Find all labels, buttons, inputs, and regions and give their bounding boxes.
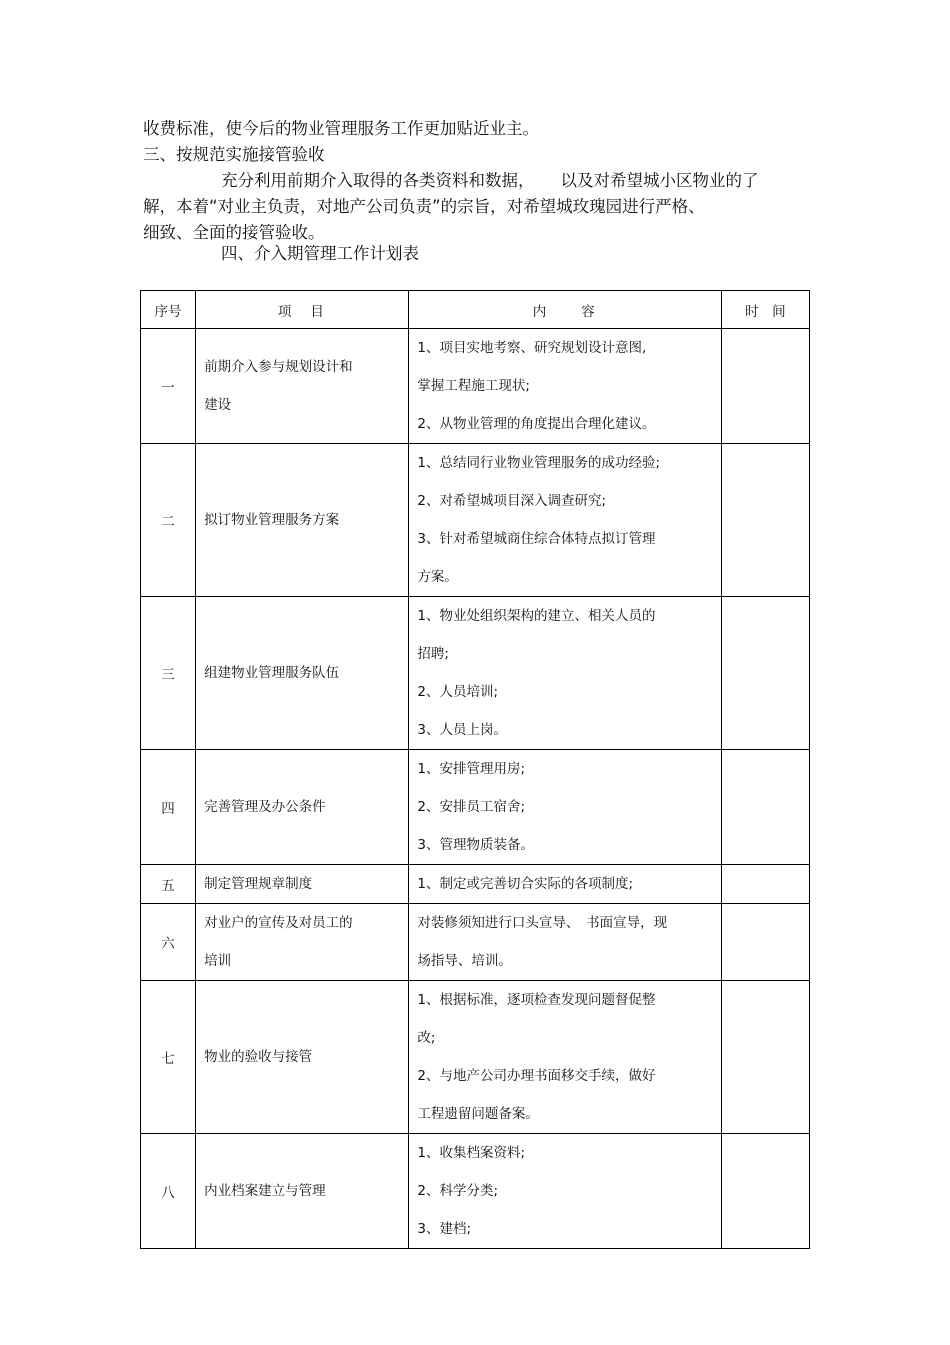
cell-time (721, 865, 809, 904)
cell-content (409, 329, 721, 444)
paragraph-acceptance (143, 168, 808, 246)
cell-content-line: 2、与地产公司办理书面移交手续，做好 (417, 1068, 656, 1084)
cell-content-line: 招聘; (417, 646, 449, 662)
cell-content (409, 444, 721, 597)
cell-content-line: 掌握工程施工现状; (417, 378, 530, 394)
cell-content-line: 2、科学分类; (417, 1183, 499, 1199)
paragraph-fee-standard: 收费标准，使今后的物业管理服务工作更加贴近业主。 (143, 119, 539, 138)
cell-item-line: 内业档案建立与管理 (204, 1183, 326, 1199)
cell-time (721, 329, 809, 444)
cell-content-line: 1、物业处组织架构的建立、相关人员的 (417, 608, 656, 624)
cell-content-line: 2、人员培训; (417, 684, 499, 700)
cell-time (721, 981, 809, 1134)
paragraph-acceptance-line1a: 充分利用前期介入取得的各类资料和数据， (221, 171, 535, 190)
cell-no: 七 (141, 981, 196, 1134)
cell-content-line: 场指导、培训。 (417, 953, 512, 969)
cell-time (721, 1134, 809, 1249)
header-time: 时 间 (721, 291, 809, 329)
section-heading-4: 四、介入期管理工作计划表 (221, 244, 419, 263)
work-plan-table (140, 290, 810, 1249)
cell-item (196, 750, 409, 865)
cell-content-line: 1、收集档案资料; (417, 1145, 526, 1161)
cell-content-line: 工程遗留问题备案。 (417, 1106, 539, 1122)
cell-content-line: 1、项目实地考察、研究规划设计意图, (417, 340, 647, 356)
cell-content-line: 方案。 (417, 569, 458, 585)
cell-content (409, 904, 721, 981)
cell-item (196, 329, 409, 444)
cell-content-line: 3、建档; (417, 1221, 472, 1237)
cell-content-line: 2、对希望城项目深入调查研究; (417, 493, 607, 509)
cell-no: 一 (141, 329, 196, 444)
cell-time (721, 597, 809, 750)
cell-content (409, 750, 721, 865)
cell-content-line: 2、从物业管理的角度提出合理化建议。 (417, 416, 656, 432)
cell-no: 八 (141, 1134, 196, 1249)
cell-item-line: 物业的验收与接管 (204, 1049, 313, 1065)
cell-item (196, 865, 409, 904)
cell-item-line: 对业户的宣传及对员工的 (204, 915, 353, 931)
table-row (141, 750, 810, 865)
cell-item-line: 完善管理及办公条件 (204, 799, 326, 815)
header-item: 项 目 (196, 291, 409, 329)
cell-content-line: 1、安排管理用房; (417, 761, 526, 777)
cell-item (196, 444, 409, 597)
cell-item (196, 981, 409, 1134)
cell-content-line: 1、总结同行业物业管理服务的成功经验; (417, 455, 661, 471)
cell-content-line: 1、根据标准，逐项检查发现问题督促整 (417, 992, 656, 1008)
cell-content-line: 改; (417, 1030, 436, 1046)
cell-content-line: 3、管理物质装备。 (417, 837, 534, 853)
cell-no: 六 (141, 904, 196, 981)
cell-time (721, 444, 809, 597)
header-content: 内 容 (409, 291, 721, 329)
cell-item-line: 制定管理规章制度 (204, 876, 313, 892)
cell-item (196, 904, 409, 981)
cell-no: 二 (141, 444, 196, 597)
cell-no: 五 (141, 865, 196, 904)
cell-item-line: 前期介入参与规划设计和 (204, 359, 353, 375)
cell-item-line: 拟订物业管理服务方案 (204, 512, 340, 528)
cell-time (721, 750, 809, 865)
table-row (141, 444, 810, 597)
section-heading-3: 三、按规范实施接管验收 (143, 145, 325, 164)
paragraph-acceptance-line2: 解，本着“对业主负责，对地产公司负责”的宗旨，对希望城玫瑰园进行严格、 (143, 197, 705, 216)
cell-item-line: 组建物业管理服务队伍 (204, 665, 340, 681)
cell-item-line: 建设 (204, 397, 232, 413)
cell-content (409, 597, 721, 750)
cell-time (721, 904, 809, 981)
table-header-row (141, 291, 810, 329)
paragraph-acceptance-line3: 细致、全面的接管验收。 (143, 223, 325, 242)
cell-content-line: 对装修须知进行口头宣导、 书面宣导，现 (417, 915, 668, 931)
paragraph-acceptance-line1b: 以及对希望城小区物业的了 (560, 171, 759, 190)
cell-content-line: 1、制定或完善切合实际的各项制度; (417, 876, 634, 892)
cell-item-line: 培训 (204, 953, 232, 969)
cell-content-line: 3、人员上岗。 (417, 722, 507, 738)
table-row (141, 981, 810, 1134)
table-row (141, 904, 810, 981)
cell-content (409, 865, 721, 904)
cell-content (409, 981, 721, 1134)
table-row (141, 329, 810, 444)
table-row (141, 597, 810, 750)
header-no: 序号 (141, 291, 196, 329)
cell-content-line: 3、针对希望城商住综合体特点拟订管理 (417, 531, 656, 547)
cell-content (409, 1134, 721, 1249)
cell-item (196, 597, 409, 750)
table-row (141, 1134, 810, 1249)
cell-item (196, 1134, 409, 1249)
cell-no: 四 (141, 750, 196, 865)
cell-content-line: 2、安排员工宿舍; (417, 799, 526, 815)
cell-no: 三 (141, 597, 196, 750)
table-row (141, 865, 810, 904)
